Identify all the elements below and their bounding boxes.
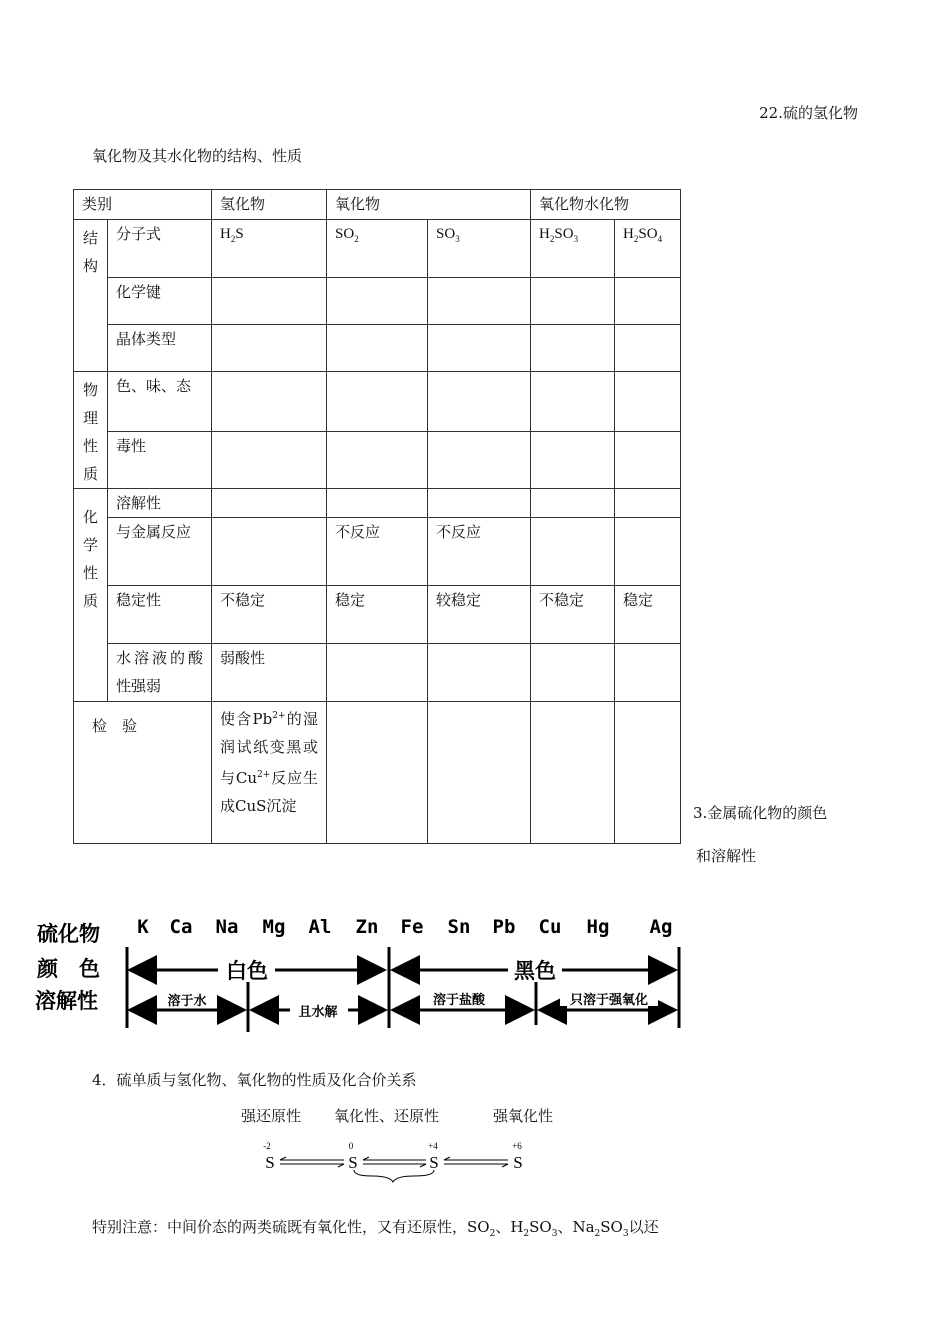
stability-so2: 稳定 — [327, 586, 428, 644]
group-physical: 物 理 性 质 — [74, 372, 108, 489]
group-chemical: 化 学 性 质 — [74, 489, 108, 702]
note-text: 特别注意：中间价态的两类硫既有氧化性，又有还原性，$SO_2$、$H_2SO_3$、$Na_2SO_3$以还 — [92, 1218, 659, 1239]
arrow — [444, 1164, 508, 1167]
solubility-water: 溶于水 — [167, 994, 207, 1009]
table-row — [74, 325, 681, 372]
table-row — [74, 702, 681, 844]
row-label-crystal: 晶体类型 — [108, 325, 212, 372]
metal-symbol: Hg — [586, 916, 610, 938]
row-label-formula: 分子式 — [108, 220, 212, 278]
label-oxidizing: 强氧化性 — [493, 1107, 554, 1125]
acidity-h2s: 弱酸性 — [212, 644, 327, 702]
arrow — [444, 1157, 508, 1160]
row-label-stability: 稳定性 — [108, 586, 212, 644]
group-structure: 结 构 — [74, 220, 108, 372]
formula-h2so4: $H_2SO_4$ — [615, 220, 681, 278]
solubility-hydrolysis: 且水解 — [298, 1005, 338, 1020]
table-row — [74, 372, 681, 432]
table-row — [74, 586, 681, 644]
stability-h2so4: 稳定 — [615, 586, 681, 644]
sulfur-symbol: S — [513, 1153, 523, 1172]
table-row — [74, 644, 681, 702]
stability-h2so3: 不稳定 — [531, 586, 615, 644]
row-label-acidity: 水溶液的酸性强弱 — [108, 644, 212, 702]
row-label-color: 色、味、态 — [108, 372, 212, 432]
row-label-toxicity: 毒性 — [108, 432, 212, 489]
metal-symbol: Sn — [447, 916, 471, 938]
color-black: 黑色 — [514, 959, 556, 983]
label-reducing: 强还原性 — [241, 1107, 302, 1125]
valence: +6 — [512, 1141, 522, 1151]
formula-so3: $SO_3$ — [428, 220, 531, 278]
metal-symbol: Zn — [355, 916, 379, 938]
metal-symbol: Al — [308, 916, 332, 938]
formula-h2s: $H_2S$ — [212, 220, 327, 278]
stability-h2s: 不稳定 — [212, 586, 327, 644]
formula-h2so3: $H_2SO_3$ — [531, 220, 615, 278]
solubility-hcl: 溶于盐酸 — [432, 993, 486, 1008]
header-hydrate: 氧化物水化物 — [531, 190, 681, 220]
table-row — [74, 489, 681, 518]
row-label-metal-reaction: 与金属反应 — [108, 518, 212, 586]
section3-title-line1: 3.金属硫化物的颜色 — [693, 804, 828, 822]
sulfur-symbol: S — [348, 1153, 358, 1172]
sulfur-symbol: S — [265, 1153, 275, 1172]
sulfide-diagram — [0, 900, 950, 1040]
table-row — [74, 432, 681, 489]
label-color: 颜 色 — [37, 957, 100, 981]
valence: 0 — [348, 1141, 354, 1151]
valence: -2 — [263, 1141, 271, 1151]
metal-symbol: Cu — [538, 916, 562, 938]
arrow — [280, 1164, 344, 1167]
solubility-oxidizing: 只溶于强氧化 — [569, 993, 649, 1008]
color-white: 白色 — [226, 959, 268, 983]
arrow — [363, 1164, 426, 1167]
page-title: 22.硫的氢化物 — [759, 104, 858, 122]
property-table — [73, 189, 681, 844]
stability-so3: 较稳定 — [428, 586, 531, 644]
metal-symbol: Ag — [649, 916, 673, 938]
label-sulfide: 硫化物 — [37, 922, 100, 946]
test-h2s: 使含$Pb^{2+}$的湿润试纸变黑或与$Cu^{2+}$反应生成CuS沉淀 — [212, 702, 327, 844]
header-hydride: 氢化物 — [212, 190, 327, 220]
valence: +4 — [428, 1141, 438, 1151]
metal-symbol: Mg — [262, 916, 286, 938]
sulfur-symbol: S — [429, 1153, 439, 1172]
metal-symbol: Fe — [400, 916, 424, 938]
table-row — [74, 220, 681, 278]
row-label-bond: 化学键 — [108, 278, 212, 325]
metal-symbol: Ca — [169, 916, 193, 938]
section-title: 氧化物及其水化物的结构、性质 — [92, 147, 303, 165]
header-category: 类别 — [74, 190, 212, 220]
label-solubility: 溶解性 — [35, 989, 98, 1013]
arrow — [363, 1157, 426, 1160]
row-label-test: 检 验 — [74, 702, 212, 844]
arrow — [280, 1157, 344, 1160]
metal-symbol: K — [137, 916, 149, 938]
row-label-solubility: 溶解性 — [108, 489, 212, 518]
section4-title: 4．硫单质与氢化物、氧化物的性质及化合价关系 — [92, 1071, 417, 1089]
valence-diagram — [250, 1140, 550, 1185]
metal-reaction-so2: 不反应 — [327, 518, 428, 586]
header-oxide: 氧化物 — [327, 190, 531, 220]
section3-title-line2: 和溶解性 — [696, 847, 757, 865]
metal-symbol: Na — [215, 916, 239, 938]
metal-reaction-so3: 不反应 — [428, 518, 531, 586]
table-header-row — [74, 190, 681, 220]
brace — [354, 1170, 434, 1182]
table-row — [74, 278, 681, 325]
label-mixed: 氧化性、还原性 — [334, 1107, 440, 1125]
table-row — [74, 518, 681, 586]
formula-so2: $SO_2$ — [327, 220, 428, 278]
metal-symbol: Pb — [492, 916, 516, 938]
